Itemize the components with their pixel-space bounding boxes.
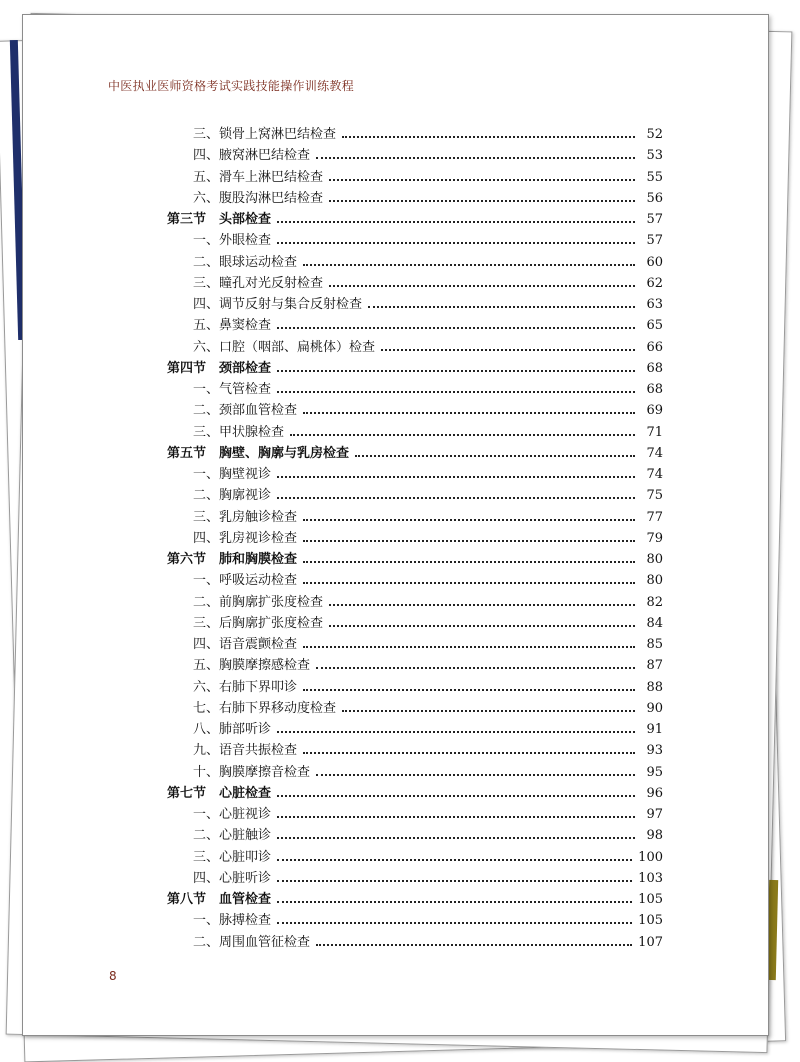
- toc-section-row: [167, 357, 663, 378]
- dot-leader: [277, 390, 635, 393]
- toc-page-number: 66: [646, 339, 663, 355]
- running-head: 中医执业医师资格考试实践技能操作训练教程: [108, 79, 355, 93]
- toc-page-number: 71: [646, 424, 663, 440]
- dot-leader: [329, 603, 635, 606]
- toc-item-row: [167, 506, 663, 527]
- document-page: [22, 14, 769, 1036]
- dot-leader: [316, 156, 635, 159]
- toc-entry-label: 第三节 头部检查: [167, 212, 272, 227]
- toc-item-row: [167, 718, 663, 739]
- toc-entry-label: 一、呼吸运动检查: [193, 573, 298, 589]
- dot-leader: [316, 943, 632, 946]
- toc-entry-label: 五、胸膜摩擦感检查: [193, 658, 311, 674]
- toc-item-row: [167, 676, 663, 697]
- toc-item-row: [167, 166, 663, 187]
- toc-item-row: [167, 314, 663, 335]
- toc-page-number: 103: [638, 870, 663, 886]
- toc-page-number: 63: [646, 297, 663, 312]
- toc-entry-label: 一、气管检查: [193, 382, 272, 397]
- toc-entry-label: 八、肺部听诊: [193, 722, 272, 737]
- dot-leader: [329, 284, 635, 287]
- toc-entry-label: 六、口腔（咽部、扁桃体）检查: [193, 339, 376, 355]
- toc-entry-label: 五、滑车上淋巴结检查: [193, 169, 324, 185]
- toc-entry-label: 第五节 胸壁、胸廓与乳房检查: [167, 445, 350, 461]
- toc-entry-label: 一、胸壁视诊: [193, 467, 272, 482]
- dot-leader: [303, 688, 635, 691]
- toc-entry-label: 九、语音共振检查: [193, 743, 298, 759]
- toc-page-number: 107: [638, 934, 663, 950]
- toc-page-number: 105: [638, 892, 663, 907]
- toc-entry-label: 二、心脏触诊: [193, 828, 272, 844]
- toc-entry-label: 四、乳房视诊检查: [193, 530, 298, 546]
- toc-entry-label: 三、甲状腺检查: [193, 424, 285, 440]
- dot-leader: [277, 475, 635, 478]
- toc-entry-label: 三、后胸廓扩张度检查: [193, 615, 324, 631]
- toc-section-row: [167, 548, 663, 569]
- toc-entry-label: 第六节 肺和胸膜检查: [167, 552, 298, 567]
- toc-page-number: 55: [646, 169, 663, 185]
- toc-entry-label: 三、锁骨上窝淋巴结检查: [193, 127, 337, 142]
- dot-leader: [277, 220, 635, 223]
- toc-entry-label: 四、语音震颤检查: [193, 637, 298, 652]
- toc-page-number: 53: [646, 148, 663, 164]
- dot-leader: [290, 433, 635, 436]
- toc-page-number: 79: [646, 530, 663, 546]
- toc-page-number: 62: [646, 275, 663, 291]
- dot-leader: [277, 815, 635, 818]
- toc-entry-label: 七、右肺下界移动度检查: [193, 700, 337, 716]
- toc-page-number: 96: [646, 785, 663, 801]
- toc-item-row: [167, 612, 663, 633]
- dot-leader: [277, 794, 635, 797]
- toc-page-number: 98: [646, 828, 663, 844]
- toc-page-number: 97: [646, 807, 663, 822]
- toc-page-number: 90: [646, 700, 663, 716]
- toc-page-number: 75: [646, 488, 663, 504]
- toc-page-number: 74: [646, 445, 663, 461]
- dot-leader: [277, 858, 632, 861]
- toc-item-row: [167, 399, 663, 420]
- toc-page-number: 80: [646, 573, 663, 589]
- page-number: 8: [109, 969, 117, 983]
- toc-section-row: [167, 782, 663, 803]
- dot-leader: [277, 900, 632, 903]
- dot-leader: [277, 496, 635, 499]
- toc-item-row: [167, 484, 663, 505]
- toc-entry-label: 五、鼻窦检查: [193, 318, 272, 334]
- toc-entry-label: 第四节 颈部检查: [167, 360, 272, 376]
- toc-page-number: 60: [646, 254, 663, 270]
- toc-page-number: 84: [646, 615, 663, 631]
- dot-leader: [303, 411, 635, 414]
- toc-entry-label: 四、腋窝淋巴结检查: [193, 148, 311, 164]
- toc-item-row: [167, 144, 663, 165]
- toc-entry-label: 一、心脏视诊: [193, 807, 272, 822]
- dot-leader: [303, 518, 635, 521]
- dot-leader: [277, 369, 635, 372]
- dot-leader: [303, 751, 635, 754]
- toc-section-row: [167, 208, 663, 229]
- dot-leader: [277, 836, 635, 839]
- toc-page-number: 65: [646, 318, 663, 334]
- toc-item-row: [167, 123, 663, 144]
- dot-leader: [329, 624, 635, 627]
- toc-entry-label: 四、调节反射与集合反射检查: [193, 297, 363, 312]
- toc-entry-label: 六、右肺下界叩诊: [193, 679, 298, 695]
- toc-item-row: [167, 761, 663, 782]
- toc-page-number: 77: [646, 509, 663, 525]
- toc-item-row: [167, 931, 663, 952]
- toc-item-row: [167, 272, 663, 293]
- toc-item-row: [167, 867, 663, 888]
- toc-item-row: [167, 739, 663, 760]
- toc-entry-label: 二、颈部血管检查: [193, 403, 298, 419]
- dot-leader: [342, 709, 635, 712]
- dot-leader: [316, 773, 635, 776]
- dot-leader: [277, 921, 632, 924]
- toc-page-number: 82: [646, 594, 663, 610]
- toc-item-row: [167, 378, 663, 399]
- dot-leader: [329, 178, 635, 181]
- toc-page-number: 85: [646, 637, 663, 652]
- toc-item-row: [167, 633, 663, 654]
- toc-page-number: 105: [638, 913, 663, 929]
- toc-item-row: [167, 803, 663, 824]
- toc-page-number: 91: [646, 722, 663, 737]
- toc-entry-label: 第七节 心脏检查: [167, 785, 272, 801]
- toc-entry-label: 三、瞳孔对光反射检查: [193, 275, 324, 291]
- dot-leader: [277, 879, 632, 882]
- toc-page-number: 57: [646, 233, 663, 249]
- toc-entry-label: 十、胸膜摩擦音检查: [193, 764, 311, 780]
- dot-leader: [303, 581, 635, 584]
- toc-page-number: 56: [646, 190, 663, 206]
- toc-item-row: [167, 251, 663, 272]
- toc-section-row: [167, 888, 663, 909]
- toc-entry-label: 六、腹股沟淋巴结检查: [193, 190, 324, 206]
- toc-page-number: 95: [646, 764, 663, 780]
- toc-item-row: [167, 187, 663, 208]
- dot-leader: [316, 666, 635, 669]
- dot-leader: [329, 199, 635, 202]
- dot-leader: [355, 454, 635, 457]
- toc-page-number: 68: [646, 382, 663, 397]
- toc-page-number: 68: [646, 360, 663, 376]
- toc-entry-label: 三、心脏叩诊: [193, 849, 272, 865]
- dot-leader: [342, 135, 635, 138]
- toc-item-row: [167, 293, 663, 314]
- toc-entry-label: 二、周围血管征检查: [193, 934, 311, 950]
- toc-item-row: [167, 336, 663, 357]
- toc-entry-label: 二、前胸廓扩张度检查: [193, 594, 324, 610]
- toc-page-number: 100: [638, 849, 663, 865]
- toc-page-number: 69: [646, 403, 663, 419]
- dot-leader: [368, 305, 635, 308]
- toc-item-row: [167, 569, 663, 590]
- toc-page-number: 93: [646, 743, 663, 759]
- dot-leader: [277, 730, 635, 733]
- toc-entry-label: 第八节 血管检查: [167, 892, 272, 907]
- toc-entry-label: 二、胸廓视诊: [193, 488, 272, 504]
- dot-leader: [303, 645, 635, 648]
- dot-leader: [277, 241, 635, 244]
- toc-item-row: [167, 229, 663, 250]
- toc-page-number: 57: [646, 212, 663, 227]
- toc-item-row: [167, 527, 663, 548]
- dot-leader: [303, 263, 635, 266]
- toc-item-row: [167, 421, 663, 442]
- dot-leader: [381, 348, 635, 351]
- toc-section-row: [167, 442, 663, 463]
- toc-entry-label: 三、乳房触诊检查: [193, 509, 298, 525]
- toc-entry-label: 四、心脏听诊: [193, 870, 272, 886]
- toc-item-row: [167, 909, 663, 930]
- toc-entry-label: 二、眼球运动检查: [193, 254, 298, 270]
- toc-item-row: [167, 846, 663, 867]
- toc-page-number: 74: [646, 467, 663, 482]
- toc-entry-label: 一、脉搏检查: [193, 913, 272, 929]
- toc-item-row: [167, 697, 663, 718]
- toc-page-number: 88: [646, 679, 663, 695]
- dot-leader: [303, 560, 635, 563]
- toc-page-number: 87: [646, 658, 663, 674]
- toc-item-row: [167, 591, 663, 612]
- toc-item-row: [167, 654, 663, 675]
- toc-entry-label: 一、外眼检查: [193, 233, 272, 249]
- toc-item-row: [167, 463, 663, 484]
- dot-leader: [303, 539, 635, 542]
- toc-page-number: 80: [646, 552, 663, 567]
- toc-item-row: [167, 824, 663, 845]
- table-of-contents: [167, 123, 663, 952]
- toc-page-number: 52: [646, 127, 663, 142]
- dot-leader: [277, 326, 635, 329]
